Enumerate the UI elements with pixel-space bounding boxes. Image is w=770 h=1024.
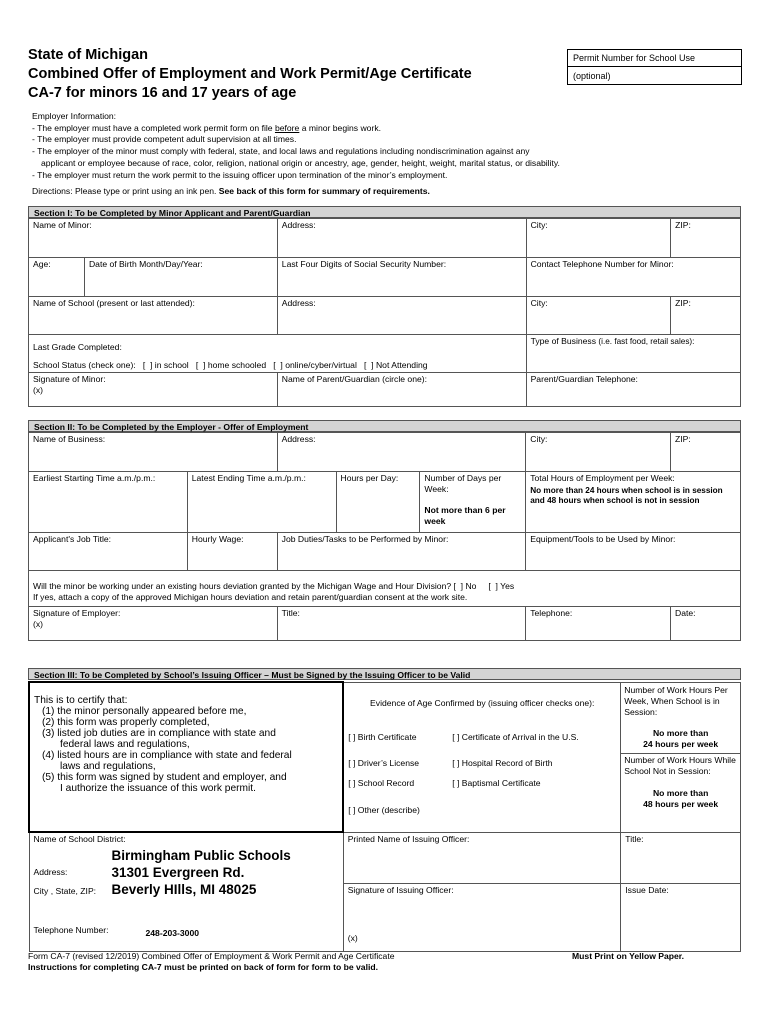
- minor-city-field[interactable]: City:: [526, 219, 671, 258]
- minor-phone-field[interactable]: Contact Telephone Number for Minor:: [526, 258, 740, 297]
- parent-name-field[interactable]: Name of Parent/Guardian (circle one):: [277, 373, 526, 407]
- evidence-row-2[interactable]: [ ] Driver’s License [ ] Hospital Record of Birth: [348, 757, 553, 768]
- school-city-field[interactable]: City:: [526, 297, 671, 335]
- name-of-minor-field[interactable]: Name of Minor:: [29, 219, 278, 258]
- school-district-cell: [29, 832, 343, 951]
- district-name: Birmingham Public Schools: [111, 848, 291, 863]
- district-label: Name of School District:: [33, 834, 126, 844]
- title-line-2: Combined Offer of Employment and Work Permit/Age Certificate: [28, 66, 472, 82]
- form-title: [28, 46, 472, 103]
- certification-statement: This is to certify that: (1) the minor personally appeared before me, (2) this form was properly completed, (3) listed job duties are in compliance with state and federal laws and regulations, (4) listed hours are in compliance with state and federal laws and regulations, (5) this form was signed by student and employer, and I authorize the issuance of this work permit.: [29, 682, 343, 832]
- school-zip-field[interactable]: ZIP:: [671, 297, 741, 335]
- ssn-field[interactable]: Last Four Digits of Social Security Number:: [277, 258, 526, 297]
- employer-date-field[interactable]: Date:: [671, 607, 741, 641]
- evidence-row-1[interactable]: [ ] Birth Certificate [ ] Certificate of Arrival in the U.S.: [348, 731, 579, 742]
- permit-number-box[interactable]: [567, 49, 742, 85]
- last-grade-label: Last Grade Completed:: [33, 342, 122, 352]
- hours-per-day-field[interactable]: Hours per Day:: [336, 472, 420, 533]
- minor-address-field[interactable]: Address:: [277, 219, 526, 258]
- earliest-start-field[interactable]: Earliest Starting Time a.m./p.m.:: [29, 472, 188, 533]
- section-2-table: [28, 432, 741, 641]
- permit-optional: (optional): [573, 71, 611, 81]
- type-of-business-field[interactable]: Type of Business (i.e. fast food, retail sales):: [526, 335, 740, 373]
- minor-zip-field[interactable]: ZIP:: [671, 219, 741, 258]
- directions: Directions: Please type or print using an ink pen. See back of this form for summary of requirements.: [32, 186, 430, 196]
- employer-title-field[interactable]: Title:: [277, 607, 526, 641]
- employer-info-line-2: - The employer must provide competent adult supervision at all times.: [32, 134, 297, 145]
- title-line-1: State of Michigan: [28, 47, 149, 63]
- footer-line-1: [28, 951, 748, 962]
- district-phone-row: Telephone Number: 248-203-3000: [33, 925, 200, 938]
- permit-label: Permit Number for School Use: [568, 50, 741, 67]
- hours-not-session-block: Number of Work Hours While School Not in Session: No more than 48 hours per week: [621, 753, 740, 811]
- business-zip-field[interactable]: ZIP:: [671, 433, 741, 472]
- section-1-table: [28, 218, 741, 407]
- business-address-field[interactable]: Address:: [277, 433, 526, 472]
- business-city-field[interactable]: City:: [526, 433, 671, 472]
- employer-info-heading: Employer Information:: [32, 111, 117, 121]
- business-name-field[interactable]: Name of Business:: [29, 433, 278, 472]
- issue-date-field[interactable]: Issue Date:: [625, 884, 669, 895]
- officer-title-field[interactable]: Title:: [621, 833, 740, 884]
- minor-signature-field[interactable]: Signature of Minor: (x): [29, 373, 278, 407]
- dob-field[interactable]: Date of Birth Month/Day/Year:: [84, 258, 277, 297]
- hours-deviation-question[interactable]: Will the minor be working under an existing hours deviation granted by the Michigan Wage and Hour Division? [ ] No [ ] Yes: [33, 581, 515, 591]
- district-address: 31301 Evergreen Rd.: [111, 865, 245, 880]
- instructions-note: Instructions for completing CA-7 must be printed on back of form for form to be valid.: [28, 962, 378, 972]
- job-duties-field[interactable]: Job Duties/Tasks to be Performed by Minor:: [277, 533, 526, 571]
- employer-info-line-4: applicant or employee because of race, color, religion, national origin or ancestry, age, gender, height, weight, marital status, or disability.: [41, 157, 560, 168]
- footer: [28, 951, 748, 973]
- section-2-header: Section II: To be Completed by the Employer - Offer of Employment: [28, 420, 741, 432]
- grade-status-cell[interactable]: [29, 335, 527, 373]
- form-revision-note: Form CA-7 (revised 12/2019) Combined Offer of Employment & Work Permit and Age Certificate: [28, 951, 395, 961]
- latest-end-field[interactable]: Latest Ending Time a.m./p.m.:: [187, 472, 336, 533]
- printed-name-field[interactable]: Printed Name of Issuing Officer:: [344, 833, 621, 884]
- employer-signature-field[interactable]: Signature of Employer: (x): [29, 607, 278, 641]
- equipment-field[interactable]: Equipment/Tools to be Used by Minor:: [526, 533, 741, 571]
- hours-deviation-note: If yes, attach a copy of the approved Michigan hours deviation and retain parent/guardian consent at the work site.: [33, 592, 468, 602]
- officer-title-date-cell[interactable]: [621, 832, 741, 951]
- district-phone: 248-203-3000: [145, 928, 200, 938]
- parent-phone-field[interactable]: Parent/Guardian Telephone:: [526, 373, 740, 407]
- officer-signature-field[interactable]: Signature of Issuing Officer: (x): [347, 884, 454, 943]
- school-status-options[interactable]: School Status (check one): [ ] in school [ ] home schooled [ ] online/cyber/virtual [ ] Not Attending: [33, 360, 428, 370]
- district-block: Birmingham Public Schools Address: 31301 Evergreen Rd. City , State, ZIP: Beverly HIlls, MI 48025: [33, 848, 291, 897]
- employer-information: [32, 111, 752, 181]
- employer-info-line-3: - The employer of the minor must comply with federal, state, and local laws and regulations including nondiscrimination against any: [32, 146, 530, 157]
- job-title-field[interactable]: Applicant's Job Title:: [29, 533, 188, 571]
- employer-telephone-field[interactable]: Telephone:: [526, 607, 671, 641]
- age-field[interactable]: Age:: [29, 258, 85, 297]
- employer-info-line-1: - The employer must have a completed work permit form on file before a minor begins work.: [32, 122, 382, 133]
- section-3-table: [28, 681, 741, 952]
- days-per-week-field[interactable]: Number of Days per Week: Not more than 6 per week: [420, 472, 526, 533]
- issuing-officer-cell[interactable]: [343, 832, 621, 951]
- evidence-label: Evidence of Age Confirmed by (issuing officer checks one):: [370, 697, 595, 708]
- evidence-of-age-cell[interactable]: [343, 682, 621, 832]
- school-address-field[interactable]: Address:: [277, 297, 526, 335]
- employer-info-line-5: - The employer must return the work permit to the issuing officer upon termination of the minor’s employment.: [32, 169, 448, 180]
- evidence-other[interactable]: [ ] Other (describe): [348, 804, 420, 815]
- hours-in-session-label: Number of Work Hours Per Week, When School is in Session:: [624, 684, 728, 717]
- title-line-3: CA-7 for minors 16 and 17 years of age: [28, 85, 297, 101]
- evidence-row-3[interactable]: [ ] School Record [ ] Baptismal Certificate: [348, 777, 541, 788]
- total-hours-field[interactable]: Total Hours of Employment per Week: No more than 24 hours when school is in session and 48 hours when school is not in session: [526, 472, 741, 533]
- yellow-paper-note: Must Print on Yellow Paper.: [572, 951, 685, 961]
- hours-deviation-cell[interactable]: [29, 571, 741, 607]
- section-3-header: Section III: To be Completed by School’s Issuing Officer – Must be Signed by the Issuing Officer to be Valid: [28, 668, 741, 680]
- school-name-field[interactable]: Name of School (present or last attended):: [29, 297, 278, 335]
- section-1-header: Section I: To be Completed by Minor Applicant and Parent/Guardian: [28, 206, 741, 218]
- hourly-wage-field[interactable]: Hourly Wage:: [187, 533, 277, 571]
- district-city: Beverly HIlls, MI 48025: [111, 882, 257, 897]
- work-hours-cell: Number of Work Hours Per Week, When School is in Session: No more than 24 hours per week Number of Work Hours While School Not in Session: No more than 48 hours per week: [621, 682, 741, 832]
